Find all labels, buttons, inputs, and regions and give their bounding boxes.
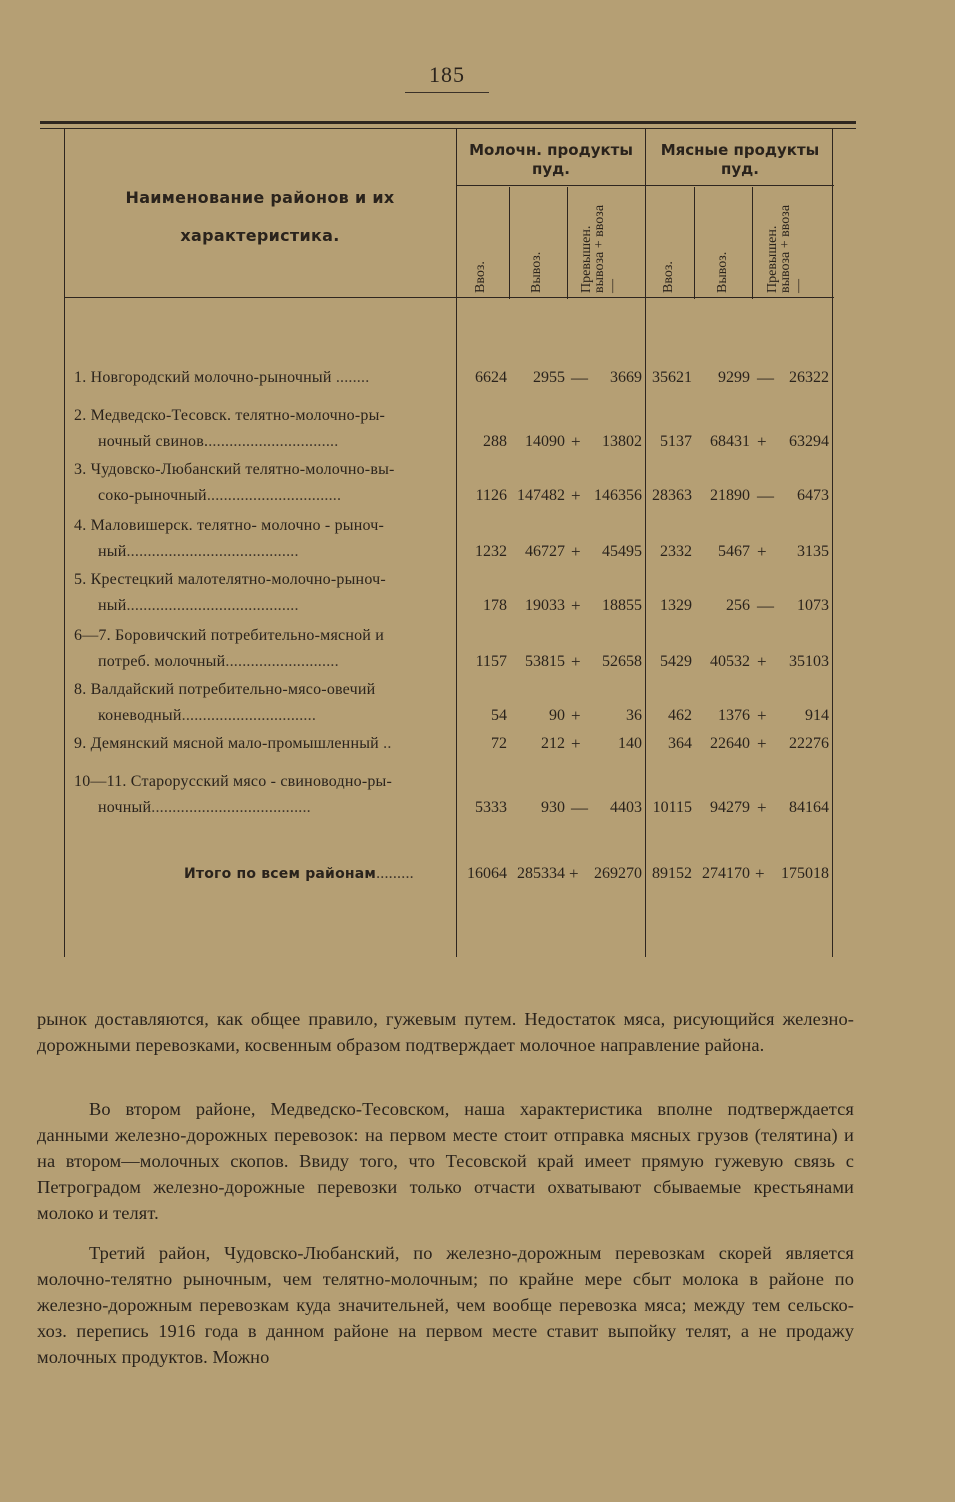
cell-t-diff: 1073: [797, 597, 829, 614]
total-sign: +: [755, 864, 765, 883]
cell-t-out: 94279: [710, 799, 750, 816]
total-label: [184, 861, 454, 887]
table-vline: [752, 187, 753, 299]
row-label-line1: 10—11. Старорусский мясо - свиноводно-ры-: [74, 773, 393, 790]
row-label-line1: 3. Чудовско-Любанский телятно-молочно-вы-: [74, 461, 395, 478]
paragraph-1: рынок доставляются, как общее правило, гужевым путем. Недостаток мяса, рисующийся железно-дорожными перевозками, косвенным образом подтверждает молочное направление района.: [37, 1009, 854, 1055]
row-label-line2: [74, 593, 452, 619]
row-label-text: 9. Демянский мясной мало-промышленный: [74, 735, 379, 752]
cell-sign: +: [571, 706, 581, 725]
cell-t-in: 28363: [652, 487, 692, 504]
col-milk-excess: Превышен. вывоза + ввоза —: [579, 204, 620, 293]
row-dots: ...............................: [208, 433, 339, 450]
col-milk-import: Ввоз.: [473, 261, 488, 293]
total-label-text: Итого по всем районам: [184, 866, 377, 882]
header-name: [64, 179, 456, 255]
row-dots: ...........................: [225, 653, 339, 670]
cell-sign: —: [757, 596, 774, 615]
cell-t-diff: 914: [805, 707, 829, 724]
row-label-text: 1. Новгородский молочно-рыночный: [74, 369, 332, 386]
cell-m-out: 53815: [525, 653, 565, 670]
row-dots: ..: [383, 735, 392, 752]
cell-m-out: 90: [549, 707, 565, 724]
row-label-line1: 4. Маловишерск. телятно- молочно - рыноч-: [74, 517, 385, 534]
cell-t-out: 40532: [710, 653, 750, 670]
table-top-rule: [40, 121, 856, 124]
cell-sign: +: [757, 734, 767, 753]
cell-sign: +: [571, 486, 581, 505]
cell-t-in: 364: [668, 735, 692, 752]
cell-m-in: 1157: [475, 653, 507, 670]
cell-m-out: 930: [541, 799, 565, 816]
cell-t-out: 5467: [718, 543, 750, 560]
cell-m-diff: 36: [626, 707, 642, 724]
table-row: [64, 513, 834, 567]
cell-m-out: 212: [541, 735, 565, 752]
cell-m-diff: 3669: [610, 369, 642, 386]
cell-sign: +: [571, 432, 581, 451]
table-vline: [694, 187, 695, 299]
header-name-line2: характеристика.: [180, 226, 340, 245]
cell-m-out: 14090: [525, 433, 565, 450]
col-meat-export: Вывоз.: [715, 251, 730, 293]
row-label: [74, 731, 452, 757]
cell-m-out: 19033: [525, 597, 565, 614]
cell-m-out: 2955: [533, 369, 565, 386]
row-label-text: ночный свинов.: [98, 433, 209, 450]
total-t-in: 89152: [652, 865, 692, 882]
cell-sign: +: [571, 542, 581, 561]
cell-t-out: 256: [726, 597, 750, 614]
cell-m-diff: 45495: [602, 543, 642, 560]
cell-m-in: 5333: [475, 799, 507, 816]
cell-t-diff: 22276: [789, 735, 829, 752]
cell-m-diff: 13802: [602, 433, 642, 450]
cell-sign: +: [757, 798, 767, 817]
total-t-out: 274170: [702, 865, 750, 882]
row-label-line1: 5. Крестецкий малотелятно-молочно-рыноч-: [74, 571, 386, 588]
row-dots: ........: [335, 369, 370, 386]
cell-m-diff: 4403: [610, 799, 642, 816]
table-row: [64, 403, 834, 457]
row-label: [74, 513, 452, 565]
cell-t-in: 35621: [652, 369, 692, 386]
row-label: [74, 769, 452, 821]
paragraph-3: [37, 1240, 854, 1370]
cell-sign: —: [757, 368, 774, 387]
table-row: [64, 769, 834, 823]
cell-sign: +: [757, 542, 767, 561]
row-label-line1: 8. Валдайский потребительно-мясо-овечий: [74, 681, 376, 698]
paragraph-2-text: Во втором районе, Медведско-Тесовском, наша характеристика вполне подтверждается данными железно-дорожных перевозок: на первом месте стоит отправка мясных грузов (телятина) и на втором—молочных скопов. Ввиду того, что Тесовской край имеет прямую гужевую связь с Петроградом железно-дорожные перевозки только отчасти охватывают сбываемые крестьянами молоко и телят.: [37, 1099, 854, 1223]
total-t-diff: 175018: [781, 865, 829, 882]
row-label: [74, 567, 452, 619]
cell-t-in: 462: [668, 707, 692, 724]
row-label-line2: [74, 429, 452, 455]
total-m-in: 16064: [467, 865, 507, 882]
col-milk-export: Вывоз.: [529, 251, 544, 293]
cell-m-in: 1232: [475, 543, 507, 560]
table-vline: [509, 187, 510, 299]
row-label-text: ный: [98, 597, 127, 614]
cell-sign: +: [757, 706, 767, 725]
row-label-text: ночный: [98, 799, 152, 816]
cell-m-diff: 52658: [602, 653, 642, 670]
cell-m-diff: 146356: [594, 487, 642, 504]
table-row-total: [64, 861, 834, 887]
row-label: [74, 457, 452, 509]
row-label-line2: [74, 795, 452, 821]
cell-sign: —: [757, 486, 774, 505]
row-label-line1: 6—7. Боровичский потребительно-мясной и: [74, 627, 385, 644]
paragraph-3-text: Третий район, Чудовско-Любанский, по железно-дорожным перевозкам скорей является молочно-телятно рыночным, чем телятно-молочным; по крайне мере сбыт молока в районе по железно-дорожным перевозкам куда значительней, чем вообще перевозка мяса; между тем сельско-хоз. перепись 1916 года в данном районе на первом месте ставит выпойку телят, а не продажу молочных продуктов. Можно: [37, 1243, 854, 1367]
table-hline-group: [456, 185, 834, 186]
cell-t-diff: 63294: [789, 433, 829, 450]
cell-t-out: 21890: [710, 487, 750, 504]
cell-sign: —: [571, 798, 588, 817]
cell-sign: —: [571, 368, 588, 387]
row-label-line2: [74, 539, 452, 565]
row-dots: .........................................: [126, 543, 299, 560]
row-label-text: коневодный: [98, 707, 182, 724]
cell-t-diff: 84164: [789, 799, 829, 816]
table-hline-header: [64, 297, 834, 298]
col-meat-import: Ввоз.: [661, 261, 676, 293]
cell-sign: +: [757, 652, 767, 671]
cell-t-in: 1329: [660, 597, 692, 614]
row-label: [74, 623, 452, 675]
group-meat-header: Мясные продукты пуд.: [660, 141, 820, 178]
row-label-text: ный: [98, 543, 127, 560]
table-vline: [567, 187, 568, 299]
table-row: [64, 623, 834, 677]
row-label-text: потреб. молочный: [98, 653, 226, 670]
row-label: [74, 677, 452, 729]
cell-sign: +: [571, 734, 581, 753]
header-name-line1: Наименование районов и их: [125, 188, 395, 207]
row-label-line2: [74, 649, 452, 675]
cell-t-out: 9299: [718, 369, 750, 386]
cell-t-diff: 3135: [797, 543, 829, 560]
table-row: [64, 567, 834, 621]
cell-t-out: 68431: [710, 433, 750, 450]
data-table: [64, 129, 834, 957]
cell-t-out: 1376: [718, 707, 750, 724]
cell-t-diff: 35103: [789, 653, 829, 670]
group-milk-header: Молочн. продукты пуд.: [469, 141, 633, 178]
cell-t-diff: 6473: [797, 487, 829, 504]
row-label: [74, 365, 452, 391]
cell-m-in: 72: [491, 735, 507, 752]
row-label: [74, 403, 452, 455]
row-label-line2: [74, 703, 452, 729]
paragraph-2: [37, 1096, 854, 1226]
cell-t-in: 2332: [660, 543, 692, 560]
cell-m-diff: 140: [618, 735, 642, 752]
cell-m-in: 178: [483, 597, 507, 614]
row-dots: .........................................: [126, 597, 299, 614]
col-meat-excess: Превышен. вывоза + ввоза —: [765, 204, 806, 293]
total-sign: +: [569, 864, 579, 883]
cell-t-out: 22640: [710, 735, 750, 752]
cell-m-in: 288: [483, 433, 507, 450]
total-dots: .........: [376, 865, 414, 882]
cell-sign: +: [571, 652, 581, 671]
table-row: [64, 457, 834, 511]
cell-m-in: 6624: [475, 369, 507, 386]
cell-t-in: 5429: [660, 653, 692, 670]
total-m-diff: 269270: [594, 865, 642, 882]
cell-m-out: 46727: [525, 543, 565, 560]
table-row: [64, 677, 834, 731]
cell-t-in: 10115: [652, 799, 692, 816]
row-label-text: соко-рыночный: [98, 487, 207, 504]
cell-t-diff: 26322: [789, 369, 829, 386]
row-label-line2: [74, 483, 452, 509]
cell-sign: +: [757, 432, 767, 451]
row-dots: ......................................: [151, 799, 311, 816]
cell-m-in: 54: [491, 707, 507, 724]
cell-t-in: 5137: [660, 433, 692, 450]
page-number: 185: [405, 62, 489, 93]
row-label-line1: [74, 731, 452, 757]
cell-m-diff: 18855: [602, 597, 642, 614]
row-dots: ................................: [206, 487, 342, 504]
total-m-out: 285334: [517, 865, 565, 882]
cell-m-out: 147482: [517, 487, 565, 504]
cell-m-in: 1126: [475, 487, 507, 504]
row-label-line1: 2. Медведско-Тесовск. телятно-молочно-ры-: [74, 407, 386, 424]
row-label-line1: [74, 365, 452, 391]
row-dots: ................................: [181, 707, 317, 724]
cell-sign: +: [571, 596, 581, 615]
